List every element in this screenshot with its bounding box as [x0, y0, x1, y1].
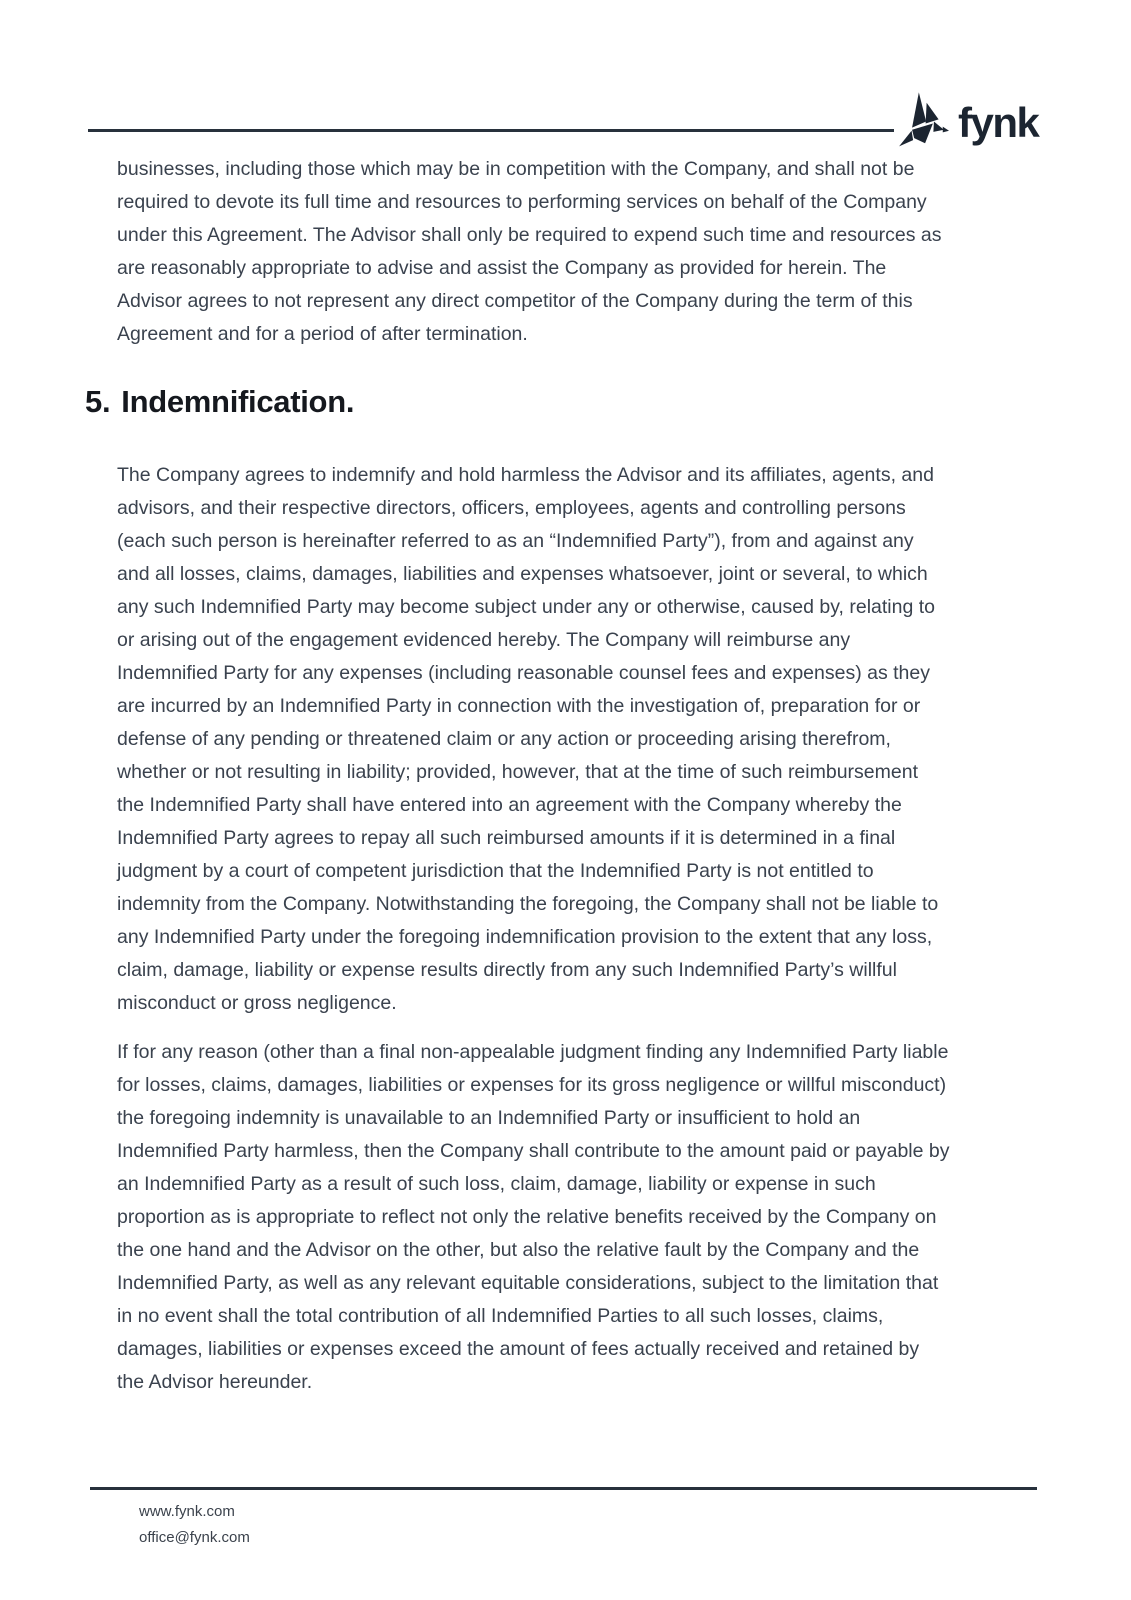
text-line: advisors, and their respective directors, officers, employees, agents and controlling persons — [117, 497, 906, 519]
text-line: indemnity from the Company. Notwithstanding the foregoing, the Company shall not be liable to — [117, 893, 939, 915]
indemnification-paragraph-1 — [117, 459, 938, 1020]
text-line: under this Agreement. The Advisor shall only be required to expend such time and resources as — [117, 224, 942, 246]
text-line: Indemnified Party harmless, then the Company shall contribute to the amount paid or payable by — [117, 1140, 950, 1162]
text-line: are incurred by an Indemnified Party in connection with the investigation of, preparation for or — [117, 695, 921, 717]
text-line: or arising out of the engagement evidenced hereby. The Company will reimburse any — [117, 629, 851, 651]
page-footer — [139, 1499, 250, 1551]
footer-email: office@fynk.com — [139, 1529, 250, 1546]
text-line: misconduct or gross negligence. — [117, 992, 397, 1014]
footer-divider — [90, 1487, 1037, 1490]
footer-website: www.fynk.com — [139, 1503, 235, 1520]
text-line: any Indemnified Party under the foregoing indemnification provision to the extent that any loss, — [117, 926, 933, 948]
section-title: Indemnification. — [121, 384, 355, 419]
text-line: are reasonably appropriate to advise and assist the Company as provided for herein. The — [117, 257, 887, 279]
text-line: in no event shall the total contribution of all Indemnified Parties to all such losses, claims, — [117, 1305, 884, 1327]
section-heading — [85, 384, 354, 420]
text-line: any such Indemnified Party may become subject under any or otherwise, caused by, relating to — [117, 596, 935, 618]
header-divider — [88, 129, 894, 132]
text-line: Advisor agrees to not represent any direct competitor of the Company during the term of this — [117, 290, 913, 312]
brand-logo — [897, 92, 1038, 154]
text-line: the one hand and the Advisor on the other, but also the relative fault by the Company and the — [117, 1239, 920, 1261]
text-line: The Company agrees to indemnify and hold harmless the Advisor and its affiliates, agents, and — [117, 464, 934, 486]
text-line: the Indemnified Party shall have entered into an agreement with the Company whereby the — [117, 794, 902, 816]
text-line: damages, liabilities or expenses exceed the amount of fees actually received and retained by — [117, 1338, 920, 1360]
text-line: Indemnified Party agrees to repay all such reimbursed amounts if it is determined in a final — [117, 827, 896, 849]
text-line: required to devote its full time and resources to performing services on behalf of the Company — [117, 191, 927, 213]
brand-wordmark: fynk — [958, 99, 1039, 146]
text-line: proportion as is appropriate to reflect not only the relative benefits received by the Company on — [117, 1206, 937, 1228]
indemnification-paragraph-2 — [117, 1036, 949, 1399]
paragraph-continuation — [117, 153, 942, 351]
text-line: whether or not resulting in liability; provided, however, that at the time of such reimbursement — [117, 761, 918, 783]
text-line: the foregoing indemnity is unavailable to an Indemnified Party or insufficient to hold an — [117, 1107, 861, 1129]
text-line: claim, damage, liability or expense results directly from any such Indemnified Party’s willful — [117, 959, 897, 981]
text-line: the Advisor hereunder. — [117, 1371, 313, 1393]
text-line: If for any reason (other than a final non-appealable judgment finding any Indemnified Party liable — [117, 1041, 949, 1063]
text-line: (each such person is hereinafter referred to as an “Indemnified Party”), from and against any — [117, 530, 914, 552]
text-line: an Indemnified Party as a result of such loss, claim, damage, liability or expense in such — [117, 1173, 876, 1195]
text-line: Indemnified Party, as well as any relevant equitable considerations, subject to the limitation that — [117, 1272, 939, 1294]
text-line: for losses, claims, damages, liabilities or expenses for its gross negligence or willful misconduct) — [117, 1074, 947, 1096]
text-line: judgment by a court of competent jurisdiction that the Indemnified Party is not entitled to — [117, 860, 874, 882]
origami-crane-icon — [897, 92, 949, 154]
text-line: businesses, including those which may be in competition with the Company, and shall not be — [117, 158, 915, 180]
text-line: Agreement and for a period of after termination. — [117, 323, 528, 345]
text-line: Indemnified Party for any expenses (including reasonable counsel fees and expenses) as they — [117, 662, 930, 684]
text-line: and all losses, claims, damages, liabilities and expenses whatsoever, joint or several, to which — [117, 563, 928, 585]
text-line: defense of any pending or threatened claim or any action or proceeding arising therefrom, — [117, 728, 891, 750]
section-number: 5. — [85, 384, 111, 419]
